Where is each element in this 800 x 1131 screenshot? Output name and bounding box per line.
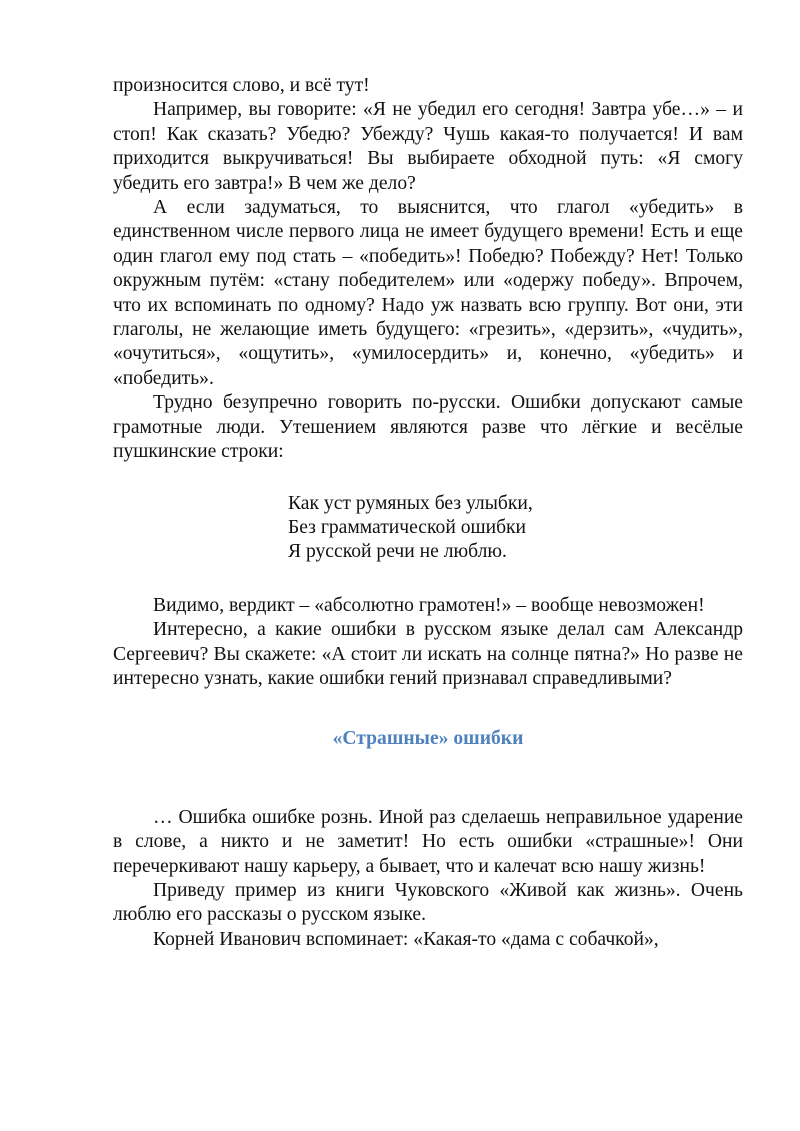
section-heading: «Страшные» ошибки	[332, 728, 524, 750]
poem-line: Я русской речи не люблю.	[288, 541, 507, 563]
paragraph-scary-errors: … Ошибка ошибке рознь. Иной раз сделаешь неправильное ударение в слове, а никто и не заметит! Но есть ошибки «страшные»! Они перечеркивают нашу карьеру, а бывает, что и калечат всю нашу жизнь!	[113, 806, 743, 877]
paragraph-korney: Корней Иванович вспоминает: «Какая-то «дама с собачкой»,	[153, 928, 659, 950]
paragraph-verbs: А если задуматься, то выяснится, что глагол «убедить» в единственном числе первого лица не имеет будущего времени! Есть и еще один глагол ему под стать – «победить»! Победю? Побежду? Нет! Только окружным путём: «стану победителем» или «одержу победу». Впрочем, что их вспоминать по одному? Надо уж назвать всю группу. Вот они, эти глаголы, не желающие иметь будущего: «грезить», «дерзить», «чудить», «очутиться», «ощутить», «умилосердить» и, конечно, «убедить» и «победить».	[113, 197, 743, 389]
paragraph-pushkin-intro: Трудно безупречно говорить по-русски. Ошибки допускают самые грамотные люди. Утешением являются разве что лёгкие и весёлые пушкинские строки:	[113, 392, 743, 463]
document-page	[113, 74, 743, 952]
poem-line: Без грамматической ошибки	[288, 516, 527, 538]
paragraph-example: Например, вы говорите: «Я не убедил его сегодня! Завтра убе…» – и стоп! Как сказать? Убедю? Убежду? Чушь какая-то получается! И вам приходится выкручиваться! Вы выбираете обходной путь: «Я смогу убедить его завтра!» В чем же дело?	[113, 99, 743, 194]
paragraph-chukovsky: Приведу пример из книги Чуковского «Живой как жизнь». Очень люблю его рассказы о русском языке.	[113, 879, 743, 926]
paragraph-continued: произносится слово, и всё тут!	[113, 75, 370, 96]
paragraph-verdict: Видимо, вердикт – «абсолютно грамотен!» – вообще невозможен!	[153, 594, 705, 616]
poem-quote	[288, 492, 743, 565]
poem-line: Как уст румяных без улыбки,	[288, 492, 533, 514]
paragraph-pushkin-errors: Интересно, а какие ошибки в русском языке делал сам Александр Сергеевич? Вы скажете: «А стоит ли искать на солнце пятна?» Но разве не интересно узнать, какие ошибки гений признавал справедливыми?	[113, 619, 743, 689]
